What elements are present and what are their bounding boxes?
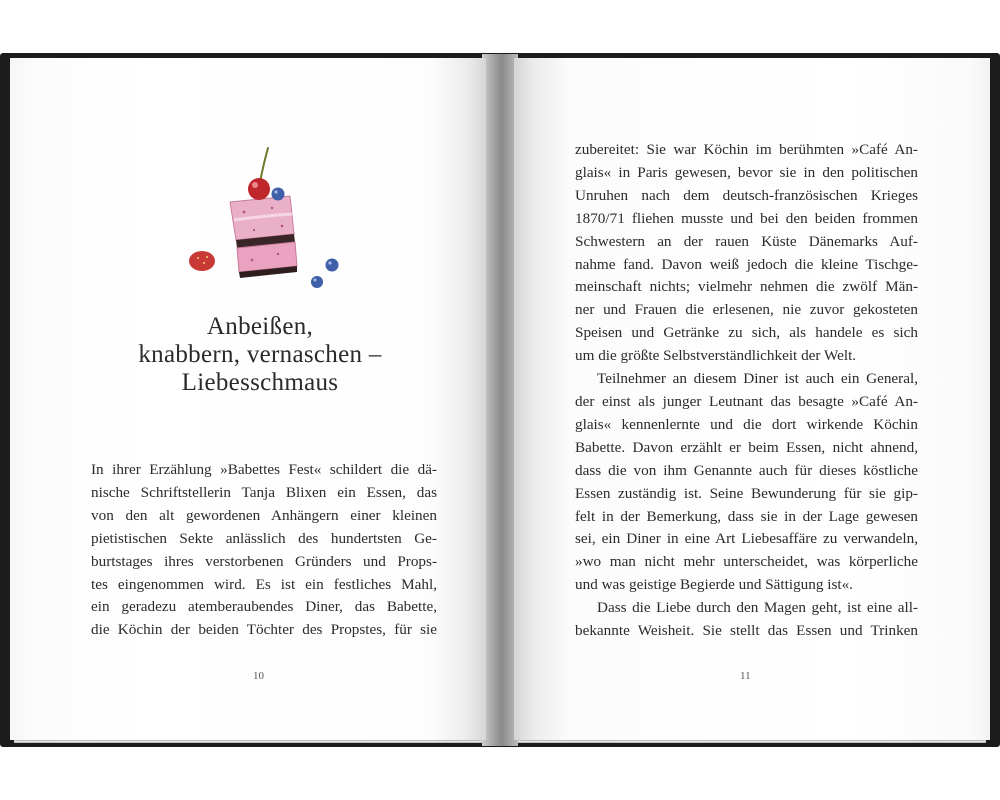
- text-line: Unruhen nach dem deutsch-französischen Krieges: [575, 186, 918, 204]
- left-body-text: [91, 459, 437, 642]
- text-line: »wo man nicht mehr unterscheidet, was körperliche: [575, 553, 918, 571]
- text-line: sei, ein Diner in eine Art Liebesaffäre zu verwandeln,: [575, 530, 918, 548]
- text-line: nahme fand. Davon weiß jedoch die kleine Tischge-: [575, 255, 918, 273]
- chapter-title-line: knabbern, vernaschen –: [138, 341, 382, 368]
- text-line: der einst als junger Leutnant das besagte »Café An-: [575, 392, 918, 410]
- page-number-right: 11: [740, 670, 751, 682]
- text-line: ein geradezu atemberaubendes Diner, das Babette,: [91, 598, 437, 616]
- text-line: bekannte Weisheit. Sie stellt das Essen und Trinken: [575, 622, 918, 640]
- chapter-title-line: Anbeißen,: [206, 313, 314, 340]
- text-line: felt in der Bemerkung, dass sie in der Lage gewesen: [575, 507, 918, 525]
- text-line: tes eingenommen wird. Es ist ein festliches Mahl,: [91, 575, 437, 593]
- text-line: nische Schriftstellerin Tanja Blixen ein Essen, das: [91, 483, 437, 501]
- text-line: Speisen und Getränke zu sich, als handele es sich: [575, 324, 918, 342]
- text-line: dass die von ihm Genannte auch für dieses köstliche: [575, 461, 918, 479]
- book-spine: [482, 54, 518, 746]
- text-line: die Köchin der beiden Töchter des Propstes, für sie: [91, 621, 437, 639]
- cake-with-cherry-and-berries-illustration: [182, 142, 342, 292]
- text-line: Dass die Liebe durch den Magen geht, ist eine all-: [597, 599, 918, 617]
- text-line: von den alt gewordenen Anhängern einer kleinen: [91, 506, 437, 524]
- text-line: um die größte Selbstverständlichkeit der Welt.: [575, 347, 857, 365]
- right-body-text: [575, 139, 918, 643]
- chapter-title: [60, 313, 460, 397]
- text-line: ner und Frauen die erlesenen, nie zuvor gekosteten: [575, 301, 918, 319]
- text-line: burtstages ihres verstorbenen Gründers und Props-: [91, 552, 437, 570]
- text-line: Babette. Davon erzählt er beim Essen, nicht ahnend,: [575, 438, 918, 456]
- text-line: pietistischen Sekte anlässlich des hundertsten Ge-: [91, 529, 437, 547]
- text-line: und was geistige Begierde und Sättigung ist«.: [575, 576, 853, 594]
- page-number-left: 10: [253, 670, 264, 682]
- chapter-title-line: Liebesschmaus: [181, 369, 339, 396]
- text-line: Teilnehmer an diesem Diner ist auch ein General,: [597, 370, 918, 388]
- text-line: Essen zuständig ist. Seine Bewunderung für sie gip-: [575, 484, 918, 502]
- text-line: glais« in Paris gewesen, bevor sie in den politischen: [575, 163, 918, 181]
- text-line: glais« kennenlernte und die dort wirkende Köchin: [575, 415, 918, 433]
- text-line: meinschaft nichts; vielmehr nehmen die zwölf Män-: [575, 278, 918, 296]
- text-line: Schwestern an der rauen Küste Dänemarks Auf-: [575, 232, 918, 250]
- text-line: zubereitet: Sie war Köchin im berühmten »Café An-: [575, 141, 918, 158]
- text-line: In ihrer Erzählung »Babettes Fest« schildert die dä-: [91, 461, 437, 478]
- text-line: 1870/71 fliehen musste und bei den beiden frommen: [575, 209, 918, 227]
